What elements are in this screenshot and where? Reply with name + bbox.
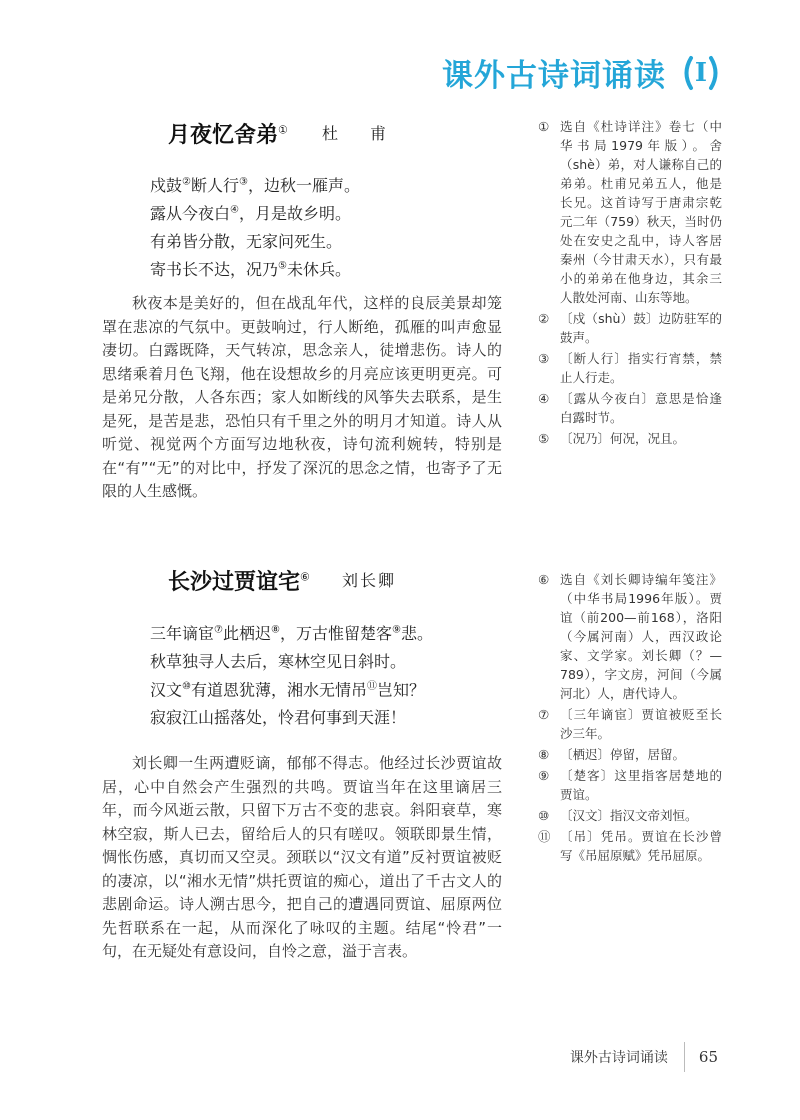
note-item: ⑤ 〔况乃〕何况，况且。 [538,431,686,446]
verse-line: 汉文⑩有道恩犹薄，湘水无情吊⑪岂知？ [150,680,426,700]
footer-section-label: 课外古诗词诵读 [569,1050,668,1066]
page-footer [570,1042,718,1072]
note-item: ① 选自《杜诗详注》卷七（中华书局1979年版）。舍（shè）弟，对人谦称自己的弟弟。杜甫兄弟五人，他是长兄。这首诗写于唐肃宗乾元二年（759）秋天，当时仍处在安史之乱中，诗人客居秦州（今甘肃天水），只有最小的弟弟在他身边，其余三人散处河南、山东等地。 [538,119,722,305]
title-note-marker: ⑥ [300,570,310,584]
badge-numeral: I [694,57,708,88]
verse-line: 有弟皆分散，无家问死生。 [150,232,343,251]
section-badge [680,52,722,94]
note-item: ④ 〔露从今夜白〕意思是恰逢白露时节。 [538,391,722,425]
verse-line: 露从今夜白④，月是故乡明。 [150,204,351,223]
note-item: ⑪ 〔吊〕凭吊。贾谊在长沙曾写《吊屈原赋》凭吊屈原。 [538,829,722,863]
poem-notes [538,570,722,867]
note-item: ③ 〔断人行〕指实行宵禁，禁止人行走。 [538,351,722,385]
section-title: 课外古诗词诵读 [442,58,666,94]
poem-commentary: 刘长卿一生两遭贬谪，郁郁不得志。他经过长沙贾谊故居，心中自然会产生强烈的共鸣。贾谊当年在这里谪居三年，而今风逝云散，只留下万古不变的悲哀。斜阳衰草，寒林空寂，斯人已去，留给后人的只有嗟叹。领联即景生情，惆怅伤感，真切而又空灵。颈联以“汉文有道”反衬贾谊被贬的凄凉，以“湘水无情”烘托贾谊的痴心，道出了千古文人的悲剧命运。诗人溯古思今，把自己的遭遇同贾谊、屈原两位先哲联系在一起，从而深化了咏叹的主题。结尾“怜君”一句，在无疑处有意设问，自怜之意，溢于言表。 [102,754,502,960]
verse-line: 寂寂江山摇落处，怜君何事到天涯！ [150,708,407,727]
verse-line: 秋草独寻人去后，寒林空见日斜时。 [150,652,407,671]
note-item: ⑦ 〔三年谪宦〕贾谊被贬至长沙三年。 [538,707,722,741]
page-number: 65 [698,1048,718,1066]
note-item: ⑩ 〔汉文〕指汉文帝刘恒。 [538,808,698,823]
poem-notes [538,117,722,450]
note-item: ② 〔戍（shù）鼓〕边防驻军的鼓声。 [538,311,722,345]
poem-commentary: 秋夜本是美好的，但在战乱年代，这样的良辰美景却笼罩在悲凉的气氛中。更鼓响过，行人断绝，孤雁的叫声愈显凄切。白露既降，天气转凉，思念亲人，徒增悲伤。诗人的思绪乘着月色飞翔，他在设想故乡的月亮应该更明更亮。可是弟兄分散，人各东西；家人如断线的风筝失去联系，是生是死，是苦是悲，恐怕只有千里之外的明月才知道。诗人从听觉、视觉两个方面写边地秋夜，诗句流利婉转，特别是在“有”“无”的对比中，抒发了深沉的思念之情，也寄予了无限的人生感慨。 [102,294,502,500]
verse-line: 三年谪宦⑦此栖迟⑧，万古惟留楚客⑨悲。 [150,624,433,643]
verse-line: 戍鼓②断人行③，边秋一雁声。 [150,176,360,195]
note-item: ⑥ 选自《刘长卿诗编年笺注》（中华书局1996年版）。贾谊（前200—前168），洛阳（今属河南）人，西汉政论家、文学家。刘长卿（？—789），字文房，河间（今属河北）人，唐代诗人。 [538,572,722,701]
poem-author: 刘长卿 [342,571,397,590]
verse-line: 寄书长不达，况乃⑤未休兵。 [150,260,351,279]
poem-title: 长沙过贾谊宅⑥ [168,569,310,595]
note-item: ⑧ 〔栖迟〕停留，居留。 [538,747,686,762]
poem-author: 杜 甫 [322,124,395,143]
footer-divider [684,1042,685,1072]
poem-title: 月夜忆舍弟① [168,122,288,148]
section-header [442,50,722,95]
title-note-marker: ① [278,123,288,137]
note-item: ⑨ 〔楚客〕这里指客居楚地的贾谊。 [538,768,722,802]
